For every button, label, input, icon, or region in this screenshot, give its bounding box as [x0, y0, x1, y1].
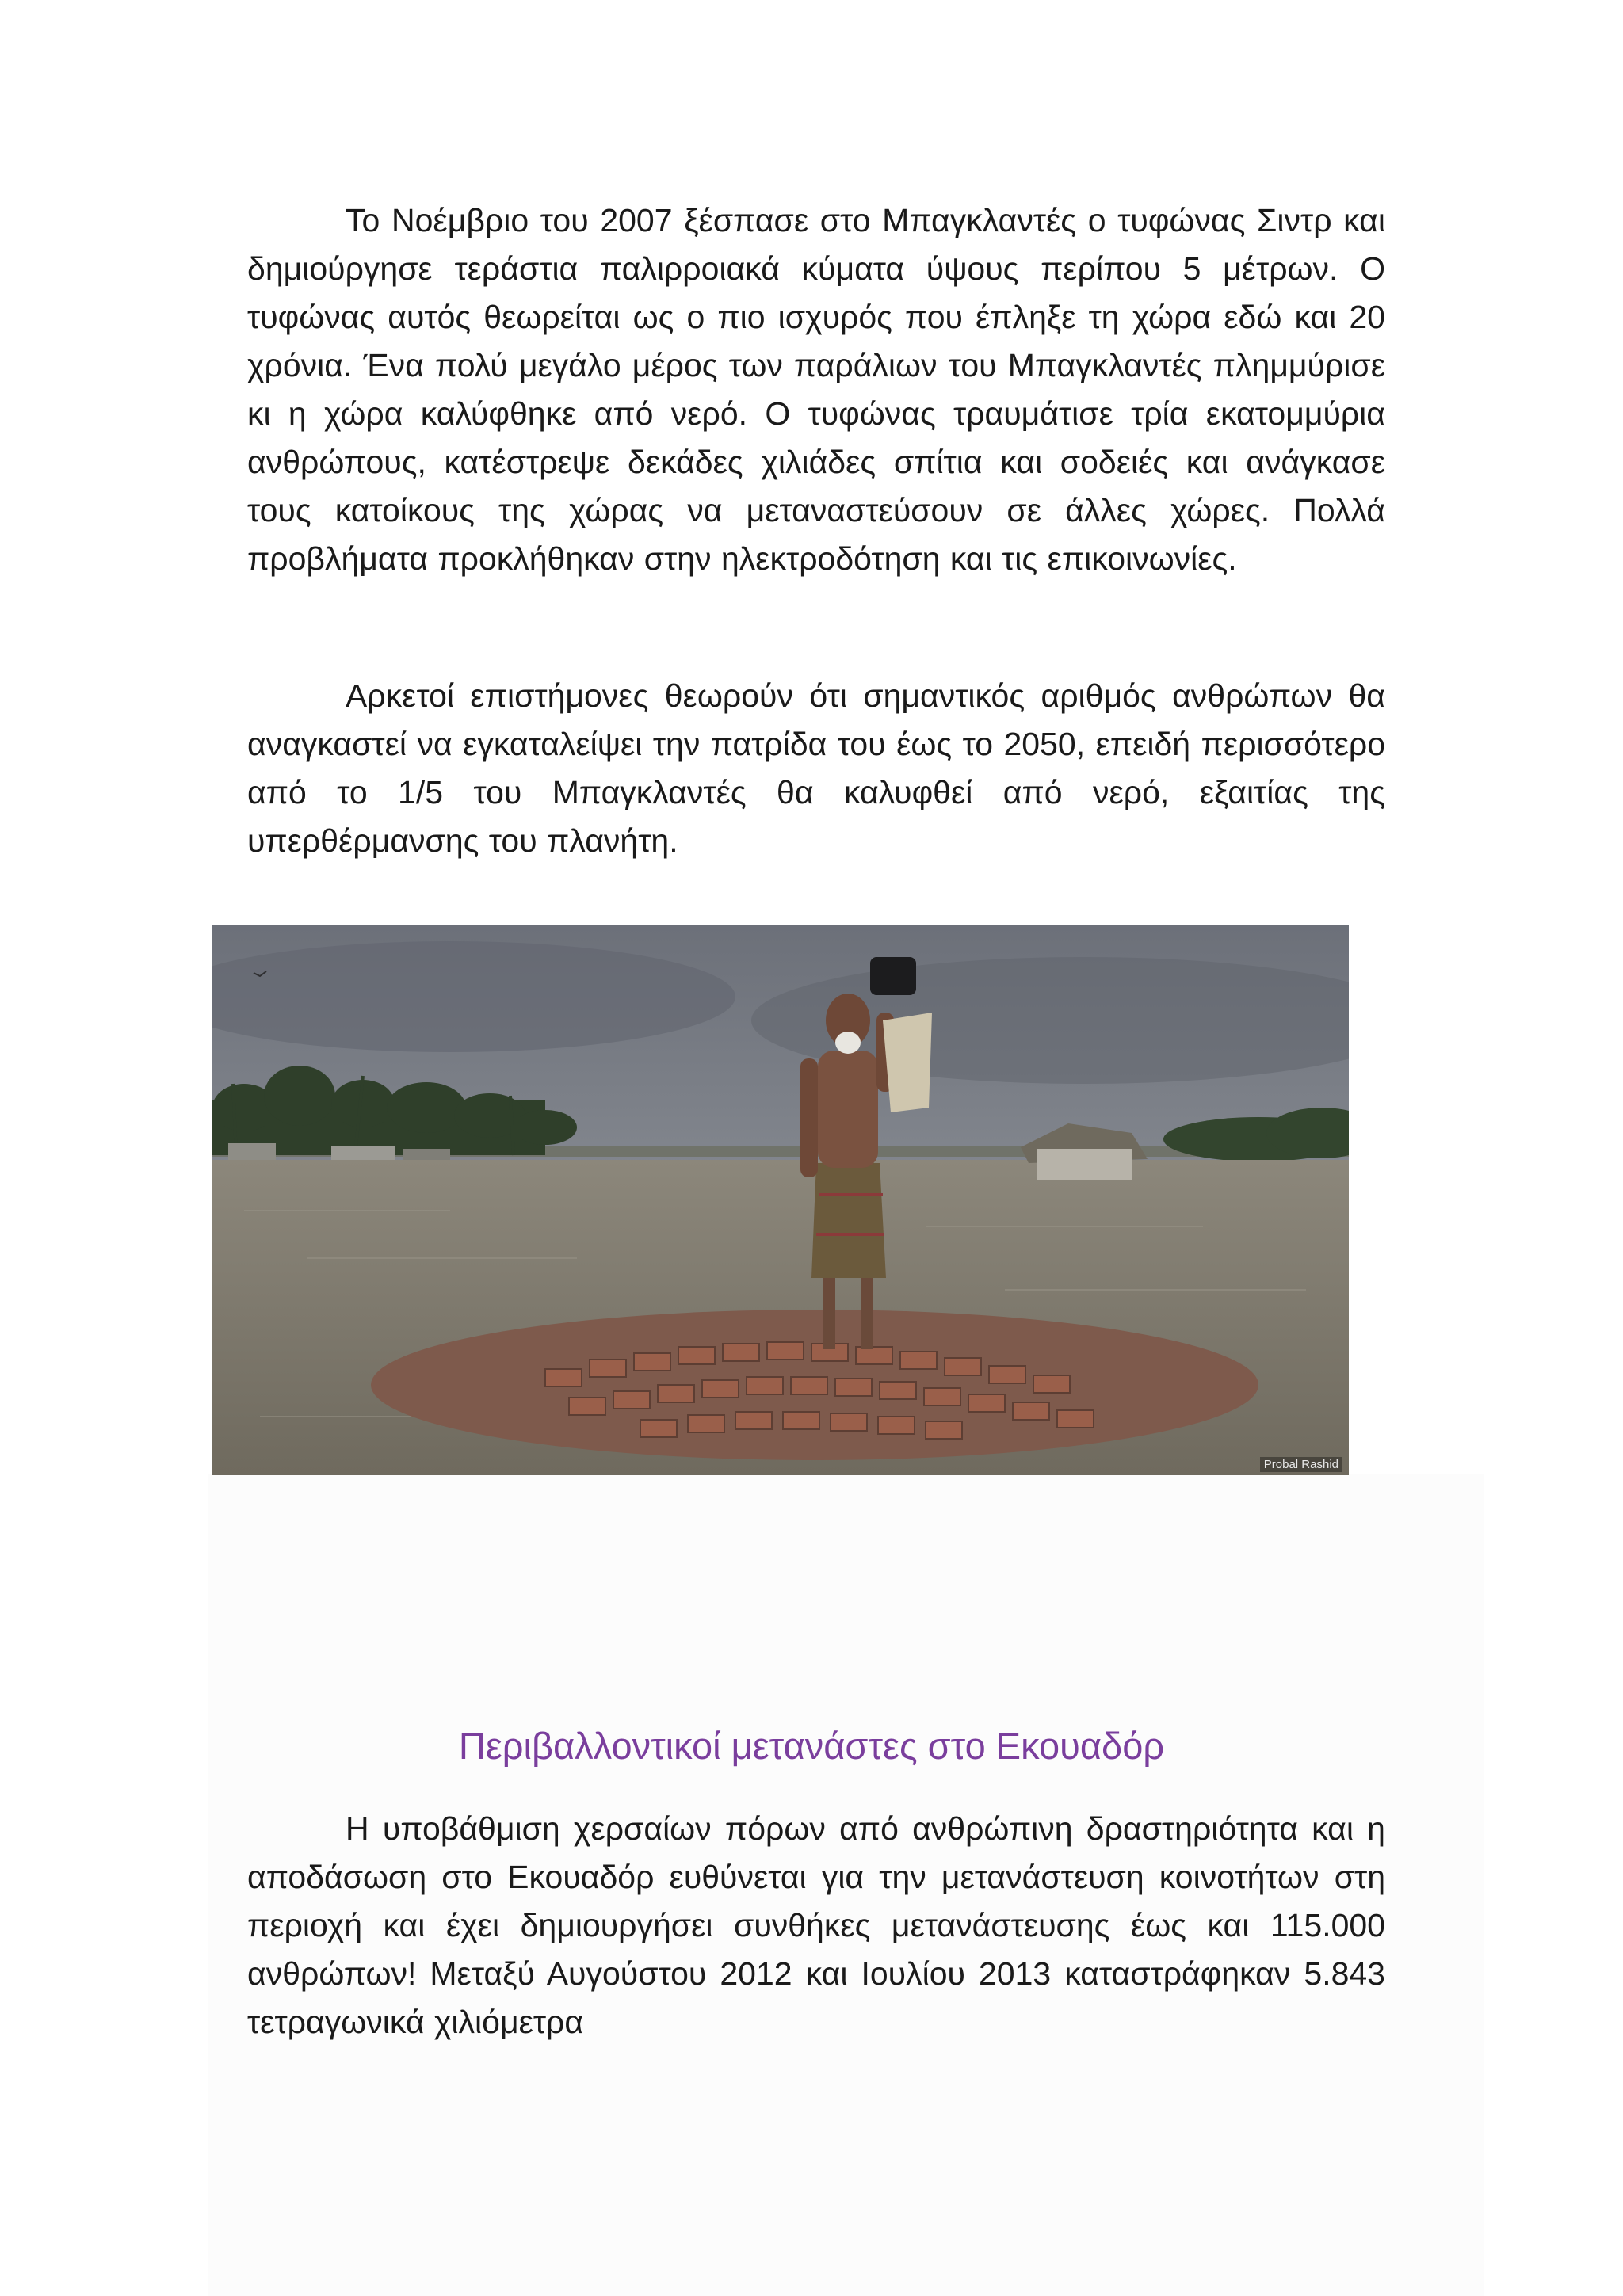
flood-photo	[212, 925, 1349, 1475]
paragraph-bangladesh-cyclone: Το Νοέμβριο του 2007 ξέσπασε στο Μπαγκλαντές ο τυφώνας Σιντρ και δημιούργησε τεράστια παλιρροιακά κύματα ύψους περίπου 5 μέτρων. Ο τυφώνας αυτός θεωρείται ως ο πιο ισχυρός που έπληξε τη χώρα εδώ και 20 χρόνια. Ένα πολύ μεγάλο μέρος των παράλιων του Μπαγκλαντές πλημμύρισε κι η χώρα καλύφθηκε από νερό. Ο τυφώνας τραυμάτισε τρία εκατομμύρια ανθρώπους, κατέστρεψε δεκάδες χιλιάδες σπίτια και σοδειές και ανάγκασε τους κατοίκους της χώρας να μεταναστεύσουν σε άλλες χώρες. Πολλά προβλήματα προκλήθηκαν στην ηλεκτροδότηση και τις επικοινωνίες.	[247, 202, 1385, 577]
photo-credit: Probal Rashid	[1260, 1457, 1342, 1472]
flood-photo-illustration	[212, 925, 1349, 1475]
section-heading-ecuador: Περιβαλλοντικοί μετανάστες στο Εκουαδόρ	[458, 1725, 1165, 1767]
paragraph-bangladesh-forecast: Αρκετοί επιστήμονες θεωρούν ότι σημαντικός αριθμός ανθρώπων θα αναγκαστεί να εγκαταλείψει την πατρίδα του έως το 2050, επειδή περισσότερο από το 1/5 του Μπαγκλαντές θα καλυφθεί από νερό, εξαιτίας της υπερθέρμανσης του πλανήτη.	[247, 677, 1385, 859]
paragraph-ecuador-migration: Η υποβάθμιση χερσαίων πόρων από ανθρώπινη δραστηριότητα και η αποδάσωση στο Εκουαδόρ ευθύνεται για την μετανάστευση κοινοτήτων στη περιοχή και έχει δημιουργήσει συνθήκες μετανάστευσης έως και 115.000 ανθρώπων! Μεταξύ Αυγούστου 2012 και Ιουλίου 2013 καταστράφηκαν 5.843 τετραγωνικά χιλιόμετρα	[247, 1810, 1385, 2040]
